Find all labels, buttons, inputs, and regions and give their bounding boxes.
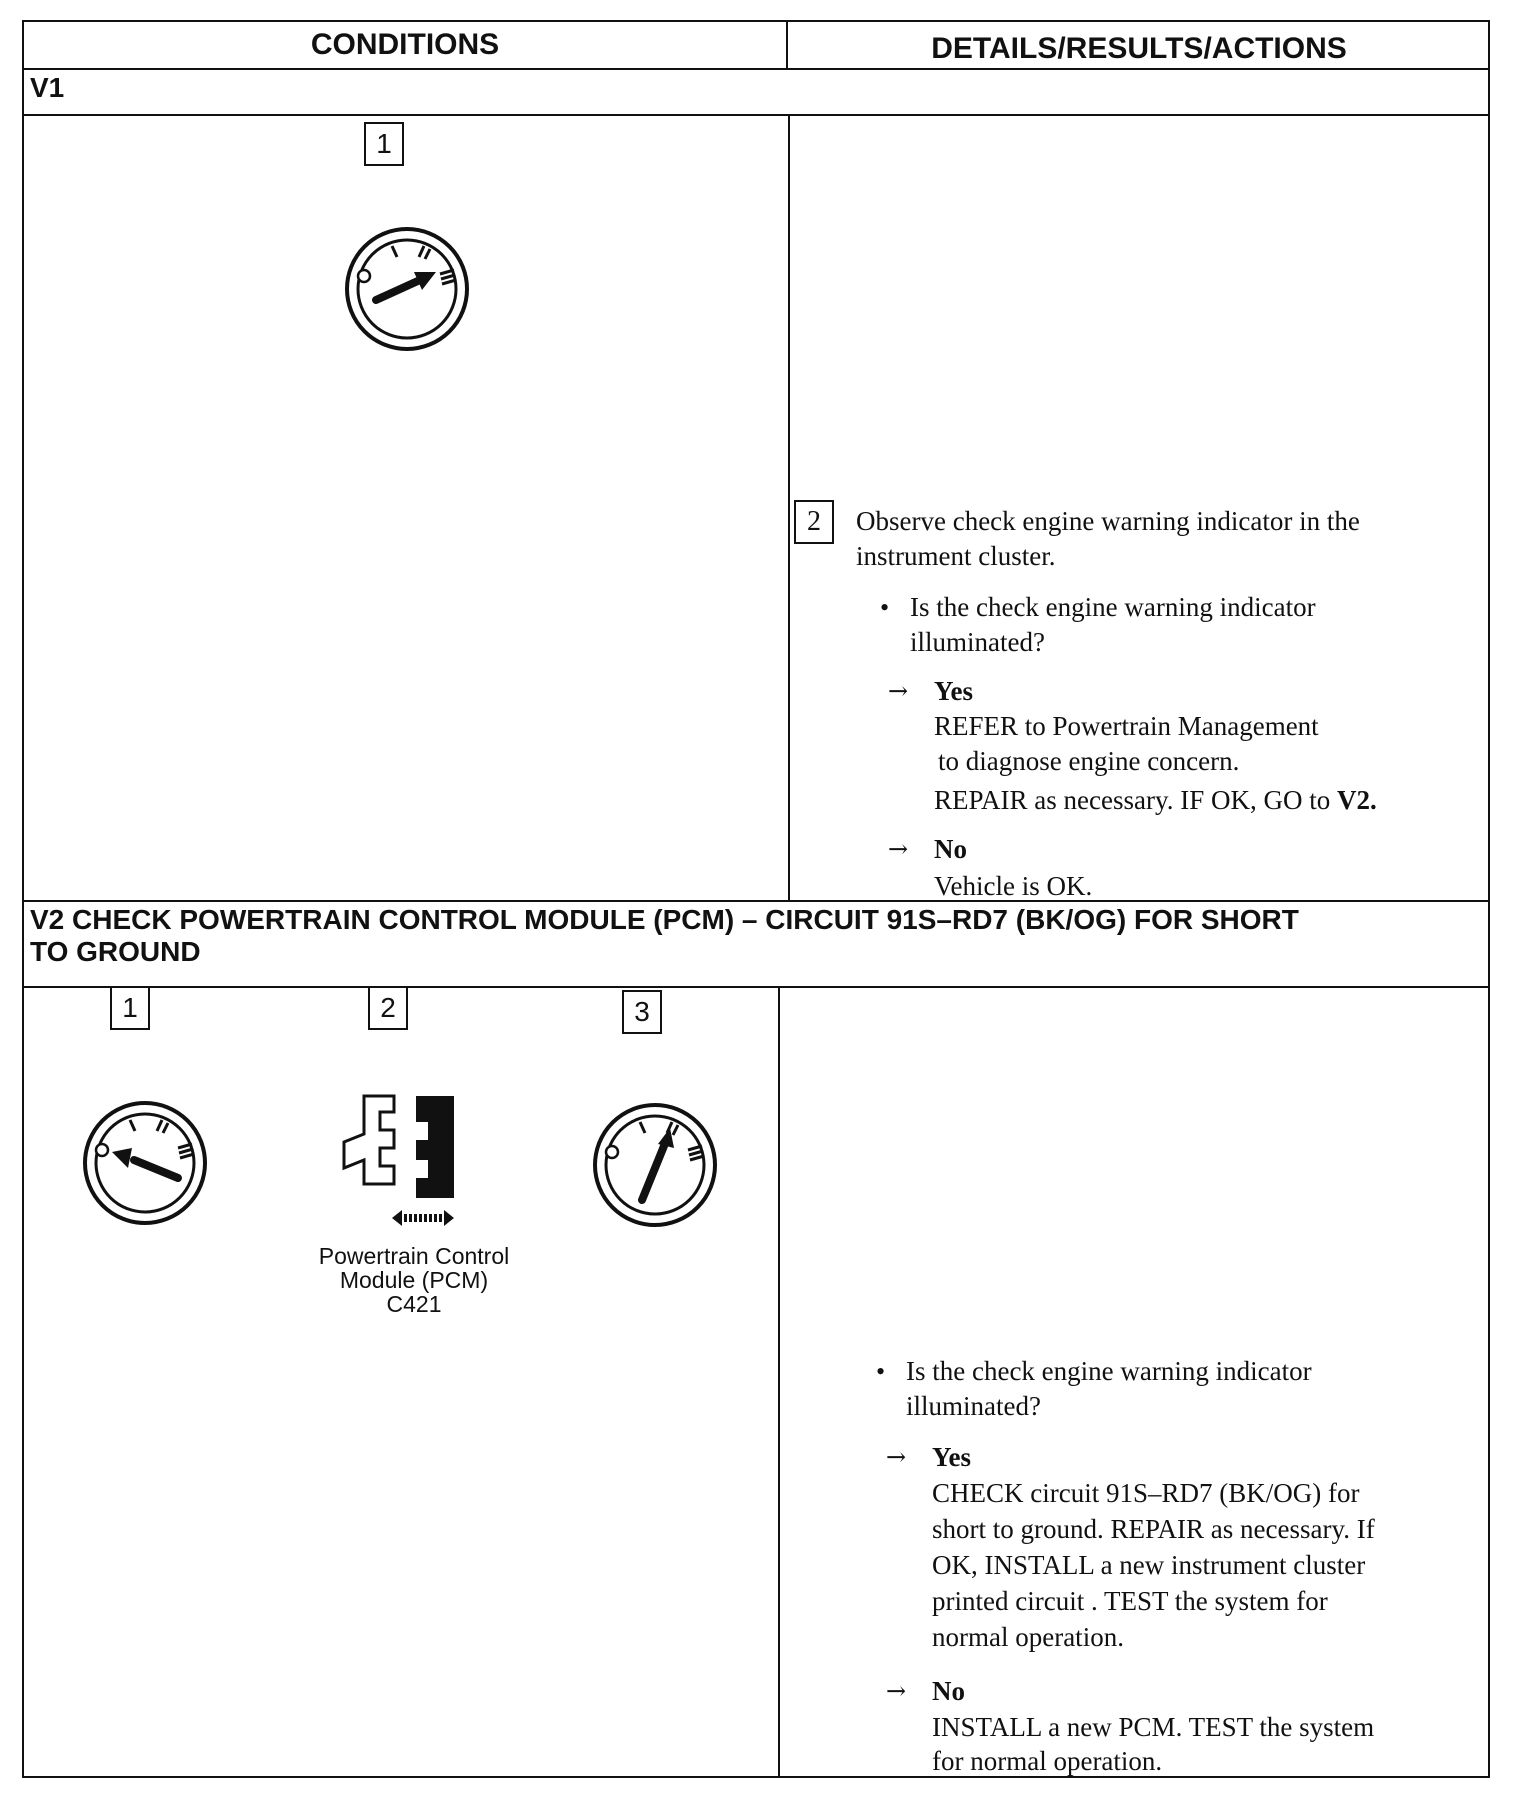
details-header: DETAILS/RESULTS/ACTIONS [931,32,1347,65]
v1-column-divider [788,116,790,900]
v1-step-box-2: 2 [794,500,834,544]
v2-question-line-2: illuminated? [906,1391,1041,1421]
v2-title-band [24,900,1488,988]
v1-yes-label: Yes [934,676,973,706]
conditions-header: CONDITIONS [24,22,788,68]
pcm-caption-line-1: Powertrain Control [318,1243,510,1269]
pcm-connector-caption [284,1244,544,1316]
v2-yes-line-3: OK, INSTALL a new instrument cluster [932,1550,1366,1580]
diagnostic-table [22,20,1490,1778]
v2-title-line-1: V2 CHECK POWERTRAIN CONTROL MODULE (PCM) – CIRCUIT 91S–RD7 (BK/OG) FOR SHORT [30,904,1299,935]
pcm-caption-line-3: C421 [386,1291,442,1317]
ignition-switch-run-icon-2 [590,1100,720,1230]
v2-yes-label: Yes [932,1442,971,1472]
ignition-switch-run-icon [342,224,472,354]
v1-yes-line-3-text: REPAIR as necessary. IF OK, GO to [934,785,1331,815]
v1-title-band [24,68,1488,116]
pcm-caption-line-2: Module (PCM) [339,1267,489,1293]
v2-yes-line-5: normal operation. [932,1622,1124,1652]
v1-instruction-line-1: Observe check engine warning indicator in the [856,506,1360,536]
v2-question-line-1: Is the check engine warning indicator [906,1356,1312,1386]
v1-instruction-line-2: instrument cluster. [856,541,1056,571]
connector-disconnect-icon [324,1090,484,1240]
ignition-switch-off-icon [80,1098,210,1228]
v1-yes-line-3 [934,783,1377,818]
v1-yes-arrow-icon: → [888,677,909,705]
v2-question-bullet: • [876,1357,886,1386]
v1-no-arrow-icon: → [888,835,909,863]
v1-yes-goto: V2. [1336,785,1377,815]
v2-yes-line-4: printed circuit . TEST the system for [932,1586,1328,1616]
v1-yes-line-2: to diagnose engine concern. [938,746,1240,776]
v2-no-line-1: INSTALL a new PCM. TEST the system [932,1712,1375,1742]
v1-no-label: No [934,834,967,864]
v2-yes-arrow-icon: → [886,1443,907,1471]
v1-no-line-1: Vehicle is OK. [934,871,1093,901]
v2-step-box-2: 2 [368,986,408,1030]
v1-title: V1 [30,72,65,103]
v2-title-line-2: TO GROUND [30,936,201,967]
v1-step-box-1: 1 [364,122,404,166]
v2-no-line-2: for normal operation. [932,1746,1163,1776]
v2-no-arrow-icon: → [886,1677,907,1705]
v1-question-line-1: Is the check engine warning indicator [910,592,1316,622]
v1-yes-line-1: REFER to Powertrain Management [934,711,1319,741]
v1-question-line-2: illuminated? [910,627,1045,657]
v2-step-box-1: 1 [110,986,150,1030]
v2-column-divider [778,988,780,1778]
v2-yes-line-1: CHECK circuit 91S–RD7 (BK/OG) for [932,1478,1360,1508]
v2-no-label: No [932,1676,965,1706]
v1-question-bullet: • [880,593,890,622]
v2-step-box-3: 3 [622,990,662,1034]
v2-yes-line-2: short to ground. REPAIR as necessary. If [932,1514,1375,1544]
